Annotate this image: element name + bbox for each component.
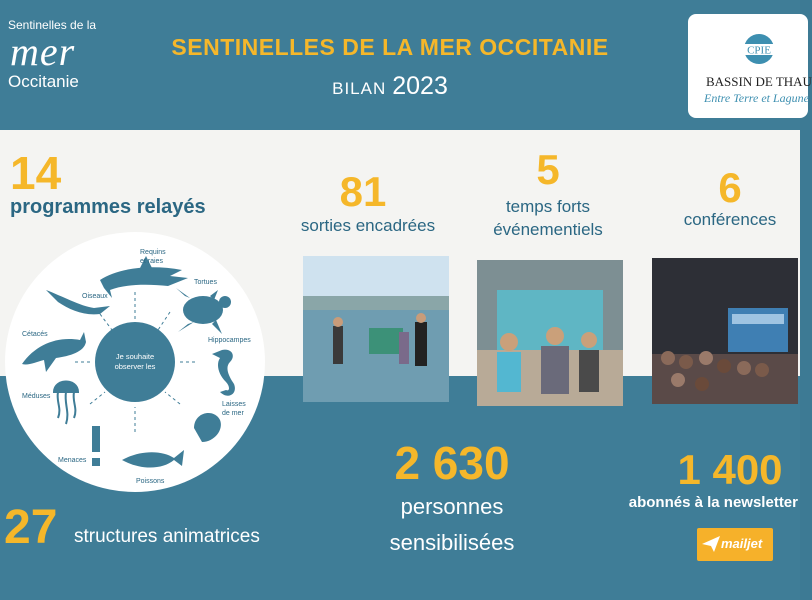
personnes-label-1: personnes bbox=[400, 494, 504, 519]
label-tortues: Tortues bbox=[194, 279, 217, 286]
subtitle-bilan: BILAN bbox=[332, 79, 387, 98]
photo-sorties bbox=[303, 256, 449, 402]
structures-label: structures animatrices bbox=[74, 526, 260, 547]
subtitle-year: 2023 bbox=[392, 72, 448, 100]
personnes-label-2: sensibilisées bbox=[389, 530, 515, 555]
label-oiseaux: Oiseaux bbox=[82, 293, 108, 300]
cpie-name: BASSIN DE THAU bbox=[706, 74, 812, 89]
programmes-value: 14 bbox=[10, 147, 62, 199]
conferences-label: conférences bbox=[683, 210, 777, 229]
temps-forts-label-2: événementiels bbox=[493, 220, 603, 239]
photo-conferences bbox=[652, 258, 798, 404]
label-cetaces: Cétacés bbox=[22, 331, 48, 338]
abonnes-value: 1 400 bbox=[677, 446, 783, 493]
label-laisses-1: Laisses bbox=[222, 401, 246, 408]
cpie-logo bbox=[688, 14, 812, 118]
logo-line-2: mer bbox=[10, 29, 76, 74]
label-meduses: Méduses bbox=[22, 393, 51, 400]
cpie-emblem-icon bbox=[738, 32, 780, 66]
conferences-value: 6 bbox=[718, 164, 742, 211]
temps-forts-value: 5 bbox=[536, 146, 560, 193]
sorties-value: 81 bbox=[339, 168, 387, 215]
species-wheel bbox=[0, 232, 270, 494]
page-title: SENTINELLES DE LA MER OCCITANIE bbox=[171, 34, 609, 60]
label-menaces: Menaces bbox=[58, 457, 87, 464]
logo-line-1: Sentinelles de la bbox=[8, 18, 97, 32]
label-hippocampes: Hippocampes bbox=[208, 337, 251, 344]
cpie-emblem-text: CPIE bbox=[747, 44, 771, 57]
programmes-label: programmes relayés bbox=[10, 196, 206, 218]
label-requins-2: et raies bbox=[140, 258, 163, 265]
header-band bbox=[0, 0, 800, 130]
sorties-label: sorties encadrées bbox=[300, 216, 436, 235]
sentinelles-logo bbox=[8, 18, 108, 92]
mailjet-text: mailjet bbox=[721, 536, 763, 551]
cpie-tagline: Entre Terre et Lagune bbox=[704, 91, 809, 105]
abonnes-label: abonnés à la newsletter bbox=[628, 494, 798, 511]
page-subtitle bbox=[150, 72, 630, 101]
label-requins-1: Requins bbox=[140, 249, 166, 256]
logo-line-3: Occitanie bbox=[8, 72, 79, 91]
wheel-center-line-2: observer les bbox=[114, 362, 156, 371]
label-poissons: Poissons bbox=[136, 478, 165, 485]
warning-exclamation-icon bbox=[92, 426, 100, 466]
photo-temps-forts bbox=[477, 260, 623, 406]
paper-plane-icon bbox=[702, 536, 720, 552]
label-laisses-2: de mer bbox=[222, 410, 244, 417]
structures-value: 27 bbox=[4, 501, 58, 554]
temps-forts-label-1: temps forts bbox=[505, 197, 591, 216]
wheel-center-line-1: Je souhaite bbox=[115, 352, 155, 361]
mailjet-logo bbox=[697, 528, 773, 561]
personnes-value: 2 630 bbox=[394, 437, 510, 489]
